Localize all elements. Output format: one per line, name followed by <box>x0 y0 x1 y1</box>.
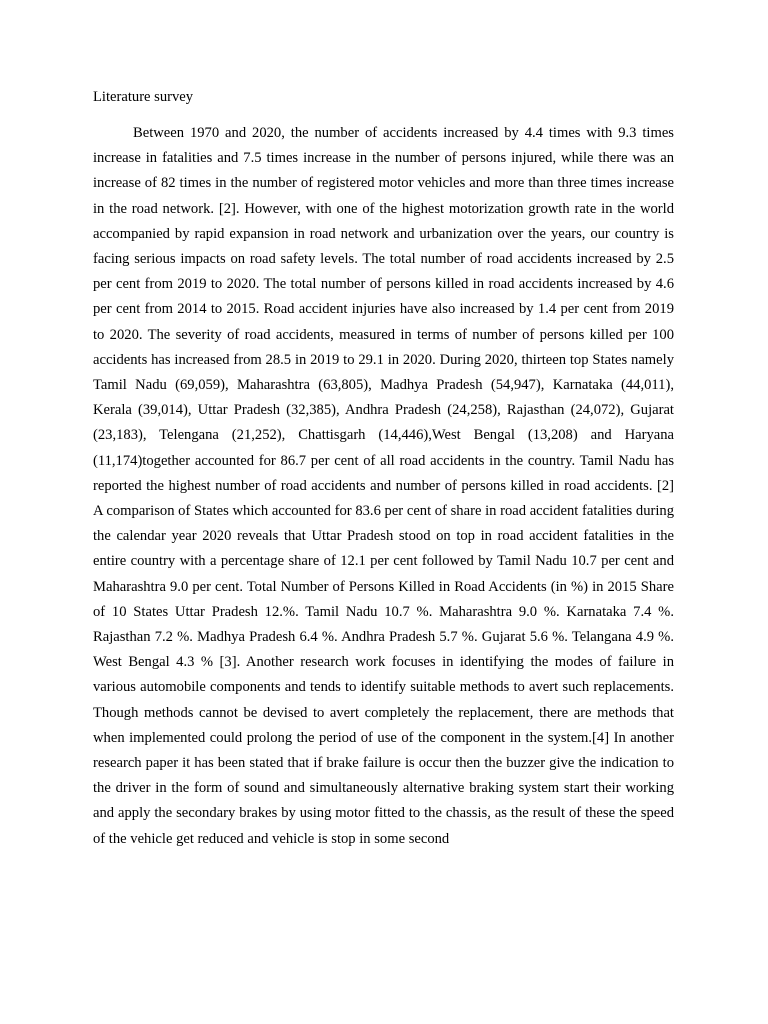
body-paragraph: Between 1970 and 2020, the number of accidents increased by 4.4 times with 9.3 times increase in fatalities and 7.5 times increase in the number of persons injured, while there was an increase of 82 times in the number of registered motor vehicles and more than three times increase in the road network. [2]. However, with one of the highest motorization growth rate in the world accompanied by rapid expansion in road network and urbanization over the years, our country is facing serious impacts on road safety levels. The total number of road accidents increased by 2.5 per cent from 2019 to 2020. The total number of persons killed in road accidents increased by 4.6 per cent from 2014 to 2015. Road accident injuries have also increased by 1.4 per cent from 2019 to 2020. The severity of road accidents, measured in terms of number of persons killed per 100 accidents has increased from 28.5 in 2019 to 29.1 in 2020. During 2020, thirteen top States namely Tamil Nadu (69,059), Maharashtra (63,805), Madhya Pradesh (54,947), Karnataka (44,011), Kerala (39,014), Uttar Pradesh (32,385), Andhra Pradesh (24,258), Rajasthan (24,072), Gujarat (23,183), Telengana (21,252), Chattisgarh (14,446),West Bengal (13,208) and Haryana (11,174)together accounted for 86.7 per cent of all road accidents in the country. Tamil Nadu has reported the highest number of road accidents and number of persons killed in road accidents. [2] A comparison of States which accounted for 83.6 per cent of share in road accident fatalities during the calendar year 2020 reveals that Uttar Pradesh stood on top in road accident fatalities in the entire country with a percentage share of 12.1 per cent followed by Tamil Nadu 10.7 per cent and Maharashtra 9.0 per cent. Total Number of Persons Killed in Road Accidents (in %) in 2015 Share of 10 States Uttar Pradesh 12.%. Tamil Nadu 10.7 %. Maharashtra 9.0 %. Karnataka 7.4 %. Rajasthan 7.2 %. Madhya Pradesh 6.4 %. Andhra Pradesh 5.7 %. Gujarat 5.6 %. Telangana 4.9 %. West Bengal 4.3 % [3]. Another research work focuses in identifying the modes of failure in various automobile components and tends to identify suitable methods to avert such replacements. Though methods cannot be devised to avert completely the replacement, there are methods that when implemented could prolong the period of use of the component in the system.[4] In another research paper it has been stated that if brake failure is occur then the buzzer give the indication to the driver in the form of sound and simultaneously alternative braking system start their working and apply the secondary brakes by using motor fitted to the chassis, as the result of these the speed of the vehicle get reduced and vehicle is stop in some second <box>93 125 674 847</box>
section-heading: Literature survey <box>93 89 194 105</box>
